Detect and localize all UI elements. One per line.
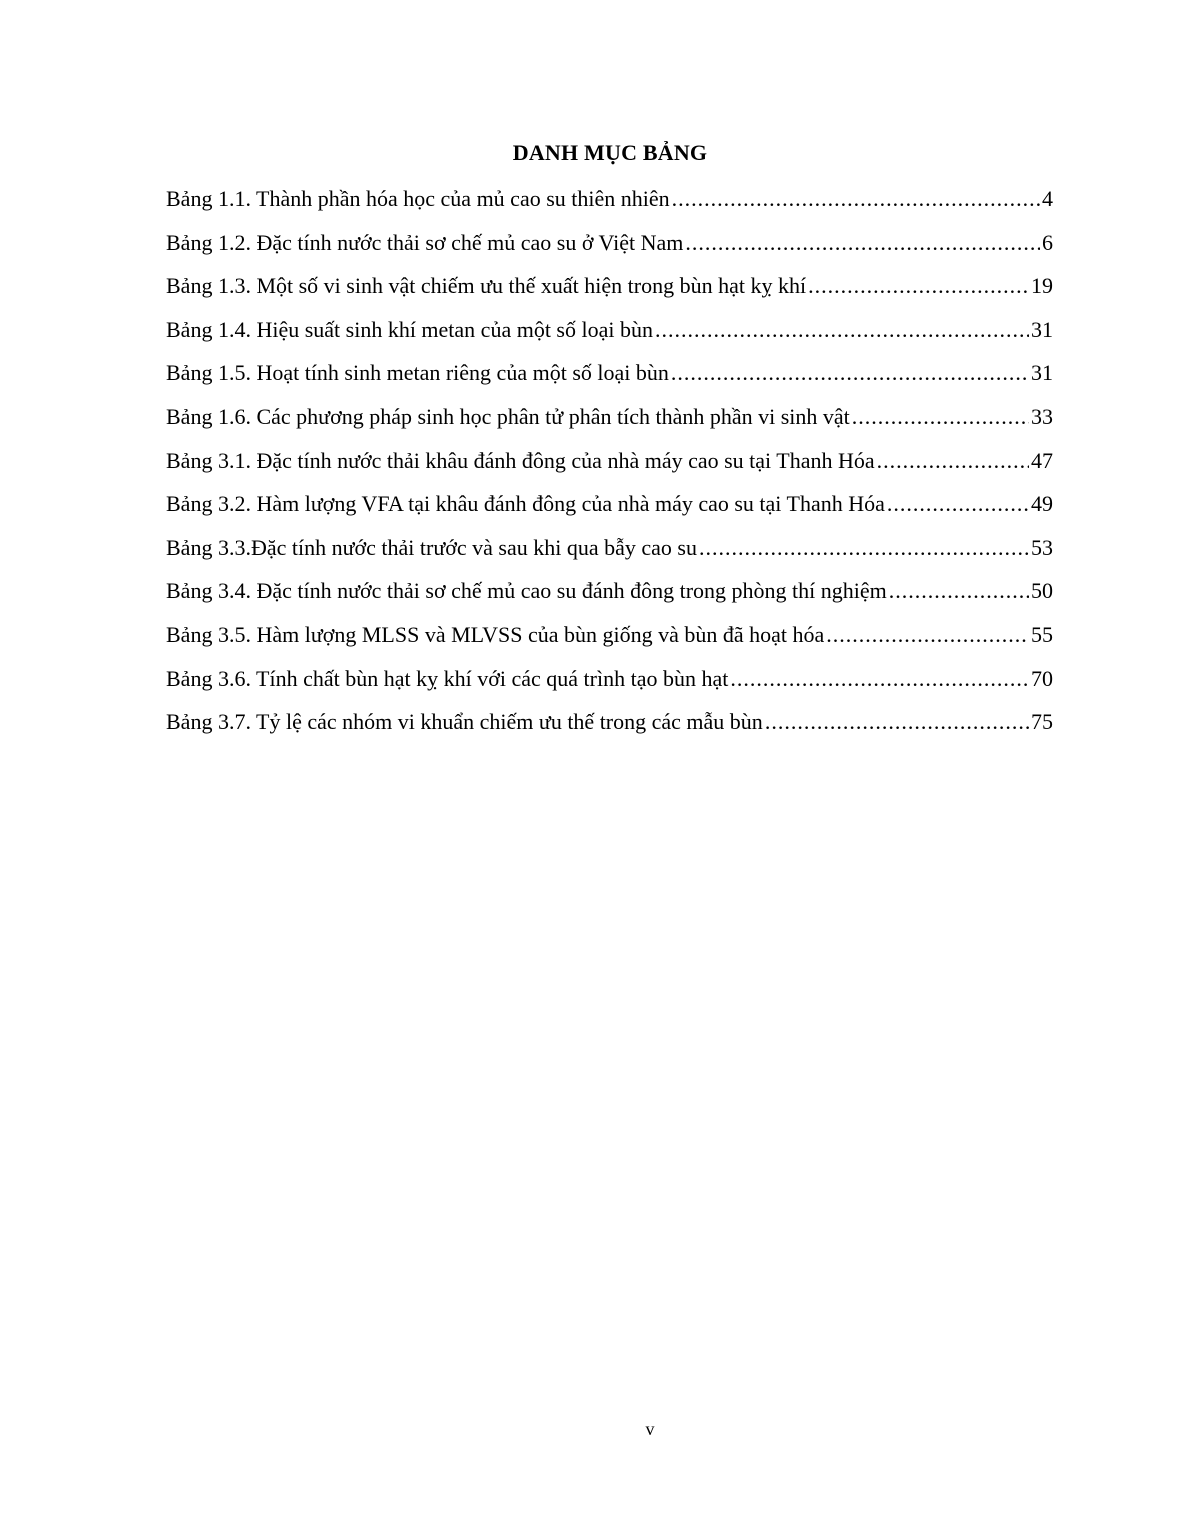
table-list-entry — [166, 487, 1053, 531]
entry-title: Bảng 3.3.Đặc tính nước thải trước và sau khi qua bẫy cao su — [166, 534, 697, 560]
entry-title: Bảng 3.6. Tính chất bùn hạt kỵ khí với các quá trình tạo bùn hạt — [166, 665, 729, 691]
entry-page-number: 4 — [1042, 186, 1053, 211]
entry-page-number: 47 — [1031, 447, 1053, 473]
entry-title: Bảng 1.4. Hiệu suất sinh khí metan của một số loại bùn — [166, 316, 653, 342]
dot-leader — [672, 182, 1040, 216]
table-list — [166, 182, 1053, 749]
dot-leader — [685, 226, 1040, 260]
dot-leader — [765, 705, 1029, 739]
table-list-entry — [166, 662, 1053, 706]
table-list-entry — [166, 313, 1053, 357]
table-list-entry — [166, 269, 1053, 313]
entry-page-number: 53 — [1031, 534, 1053, 560]
dot-leader — [826, 618, 1029, 652]
entry-page-number: 6 — [1042, 229, 1053, 255]
dot-leader — [877, 444, 1029, 478]
entry-title: Bảng 1.1. Thành phần hóa học của mủ cao su thiên nhiên — [166, 186, 670, 211]
page-number: v — [645, 1419, 655, 1439]
dot-leader — [730, 662, 1029, 696]
dot-leader — [887, 487, 1029, 521]
entry-page-number: 55 — [1031, 621, 1053, 647]
table-list-entry — [166, 618, 1053, 662]
dot-leader — [808, 269, 1029, 303]
dot-leader — [671, 356, 1029, 390]
entry-title: Bảng 3.7. Tỷ lệ các nhóm vi khuẩn chiếm ưu thế trong các mẫu bùn — [166, 709, 763, 735]
entry-page-number: 75 — [1031, 709, 1053, 735]
entry-page-number: 33 — [1031, 403, 1053, 429]
entry-title: Bảng 3.1. Đặc tính nước thải khâu đánh đông của nhà máy cao su tại Thanh Hóa — [166, 447, 875, 473]
entry-page-number: 31 — [1031, 316, 1053, 342]
page-title: DANH MỤC BẢNG — [512, 140, 708, 165]
table-list-entry — [166, 356, 1053, 400]
dot-leader — [852, 400, 1029, 434]
table-list-entry — [166, 574, 1053, 618]
entry-page-number: 19 — [1031, 273, 1053, 299]
entry-title: Bảng 1.2. Đặc tính nước thải sơ chế mủ cao su ở Việt Nam — [166, 229, 684, 255]
entry-title: Bảng 1.6. Các phương pháp sinh học phân tử phân tích thành phần vi sinh vật — [166, 403, 850, 429]
table-list-entry — [166, 531, 1053, 575]
entry-page-number: 70 — [1031, 665, 1053, 691]
entry-title: Bảng 1.5. Hoạt tính sinh metan riêng của một số loại bùn — [166, 360, 669, 386]
entry-page-number: 50 — [1031, 578, 1053, 604]
table-list-entry — [166, 400, 1053, 444]
entry-page-number: 31 — [1031, 360, 1053, 386]
dot-leader — [699, 531, 1029, 565]
table-list-entry — [166, 226, 1053, 270]
entry-title: Bảng 3.2. Hàm lượng VFA tại khâu đánh đông của nhà máy cao su tại Thanh Hóa — [166, 491, 885, 517]
table-list-entry — [166, 444, 1053, 488]
dot-leader — [889, 574, 1029, 608]
entry-title: Bảng 3.5. Hàm lượng MLSS và MLVSS của bùn giống và bùn đã hoạt hóa — [166, 621, 825, 647]
entry-title: Bảng 1.3. Một số vi sinh vật chiếm ưu thế xuất hiện trong bùn hạt kỵ khí — [166, 273, 807, 299]
entry-page-number: 49 — [1031, 491, 1053, 517]
dot-leader — [655, 313, 1029, 347]
table-list-entry — [166, 182, 1053, 226]
entry-title: Bảng 3.4. Đặc tính nước thải sơ chế mủ cao su đánh đông trong phòng thí nghiệm — [166, 578, 887, 604]
table-list-entry — [166, 705, 1053, 749]
